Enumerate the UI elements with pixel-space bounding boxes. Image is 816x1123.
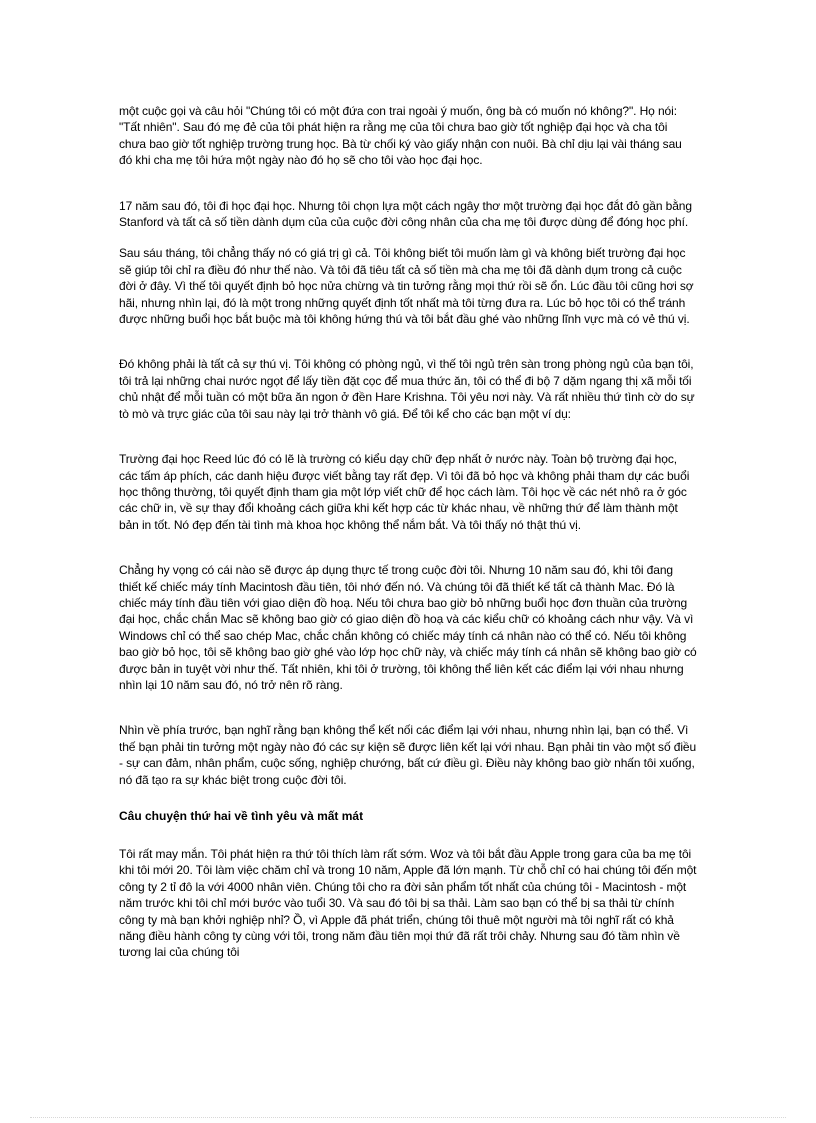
paragraph-macintosh: Chẳng hy vọng có cái nào sẽ được áp dụng thực tế trong cuộc đời tôi. Nhưng 10 năm sau đó, khi tôi đang thiết kế chiếc máy tính Macintosh đầu tiên, tôi nhớ đến nó. Và chúng tôi đã thiết kế tất cả thành Mac. Đó là chiếc máy tính đầu tiên với giao diện đồ hoạ. Nếu tôi chưa bao giờ bỏ những buổi học đơn thuần của trường đại học, chắc chắn Mac sẽ không bao giờ có giao diện đồ hoạ và các kiểu chữ có khoảng cách như vậy. Và vì Windows chỉ có thể sao chép Mac, chắc chắn không có chiếc máy tính cá nhân nào có thể có. Nếu tôi không bao giờ bỏ học, tôi sẽ không bao giờ ghé vào lớp học chữ này, và chiếc máy tính cá nhân sẽ không bao giờ có được bản in tuyệt vời như thế. Tất nhiên, khi tôi ở trường, tôi không thể liên kết các điểm lại với nhau nhưng nhìn lại 10 năm sau đó, nó trở nên rõ ràng. [119,563,697,692]
page-bottom-divider [30,1117,786,1118]
paragraph-adoption: một cuộc gọi và câu hỏi "Chúng tôi có một đứa con trai ngoài ý muốn, ông bà có muốn nó không?". Họ nói: "Tất nhiên". Sau đó mẹ đẻ của tôi phát hiện ra rằng mẹ của tôi chưa bao giờ tốt nghiệp đại học và cha tôi chưa bao giờ tốt nghiệp trường trung học. Bà từ chối ký vào giấy nhận con nuôi. Bà chỉ dịu lại vài tháng sau đó khi cha mẹ tôi hứa một ngày nào đó họ sẽ cho tôi vào học đại học. [119,104,682,168]
document-body [119,103,697,961]
paragraph-dropout: Sau sáu tháng, tôi chẳng thấy nó có giá trị gì cả. Tôi không biết tôi muốn làm gì và không biết trường đại học sẽ giúp tôi chỉ ra điều đó như thế nào. Và tôi đã tiêu tất cả số tiền mà cha mẹ tôi đã dành dụm trong cả cuộc đời ở đây. Vì thế tôi quyết định bỏ học nửa chừng và tin tưởng rằng mọi thứ rồi sẽ ổn. Lúc đầu tôi cũng hơi sợ hãi, nhưng nhìn lại, đó là một trong những quyết định tốt nhất mà tôi từng đưa ra. Lúc bỏ học tôi có thể tránh được những buổi học bắt buộc mà tôi không hứng thú và tôi bắt đầu ghé vào những lĩnh vực mà có vẻ thú vị. [119,246,694,327]
paragraph-college: 17 năm sau đó, tôi đi học đại học. Nhưng tôi chọn lựa một cách ngây thơ một trường đại học đắt đỏ gần bằng Stanford và tất cả số tiền dành dụm của của cuộc đời công nhân của cha mẹ tôi được dùng để đóng học phí. [119,198,692,230]
section-heading: Câu chuyện thứ hai về tình yêu và mất mát [119,809,364,823]
paragraph-curiosity: Đó không phải là tất cả sự thú vị. Tôi không có phòng ngủ, vì thế tôi ngủ trên sàn trong phòng ngủ của bạn tôi, tôi trả lại những chai nước ngọt để lấy tiền đặt cọc để mua thức ăn, tôi có thể đi bộ 7 dặm ngang thị xã mỗi tối chủ nhật để mỗi tuần có một bữa ăn ngon ở đền Hare Krishna. Tôi yêu nơi này. Và rất nhiều thứ tình cờ do sự tò mò và trực giác của tôi sau này lại trở thành vô giá. Để tôi kể cho các bạn một ví dụ: [119,357,695,421]
paragraph-apple: Tôi rất may mắn. Tôi phát hiện ra thứ tôi thích làm rất sớm. Woz và tôi bắt đầu Apple trong gara của ba mẹ tôi khi tôi mới 20. Tôi làm việc chăm chỉ và trong 10 năm, Apple đã lớn mạnh. Từ chỗ chỉ có hai chúng tôi đến một công ty 2 tỉ đô la với 4000 nhân viên. Chúng tôi cho ra đời sản phẩm tốt nhất của chúng tôi - Macintosh - một năm trước khi tôi chỉ mới bước vào tuổi 30. Và sau đó tôi bị sa thải. Làm sao bạn có thể bị sa thải từ chính công ty mà bạn khởi nghiệp nhỉ? Ồ, vì Apple đã phát triển, chúng tôi thuê một người mà tôi nghĩ rất có khả năng điều hành công ty cùng với tôi, trong năm đầu tiên mọi thứ đã rất trôi chảy. Nhưng sau đó tầm nhìn về tương lai của chúng tôi [119,847,697,960]
paragraph-connecting-dots: Nhìn về phía trước, bạn nghĩ rằng bạn không thể kết nối các điểm lại với nhau, nhưng nhìn lại, bạn có thể. Vì thế bạn phải tin tưởng một ngày nào đó các sự kiện sẽ được liên kết lại với nhau. Bạn phải tin vào một số điều - sự can đảm, nhân phẩm, cuộc sống, nghiệp chướng, bất cứ điều gì. Điều này không bao giờ nhấn tôi xuống, nó đã tạo ra sự khác biệt trong cuộc đời tôi. [119,723,697,787]
paragraph-calligraphy: Trường đại học Reed lúc đó có lẽ là trường có kiểu dạy chữ đẹp nhất ở nước này. Toàn bộ trường đại học, các tấm áp phích, các danh hiệu được viết bằng tay rất đẹp. Vì tôi đã bỏ học và không phải tham dự các buổi học thông thường, tôi quyết định tham gia một lớp viết chữ để học cách làm. Tôi học về các nét nhô ra ở góc các chữ in, về sự thay đổi khoảng cách giữa khi kết hợp các từ khác nhau, về những thứ để làm thành một bản in tốt. Nó đẹp đến tài tình mà khoa học không thể nắm bắt. Và tôi thấy nó thật thú vị. [119,452,690,532]
